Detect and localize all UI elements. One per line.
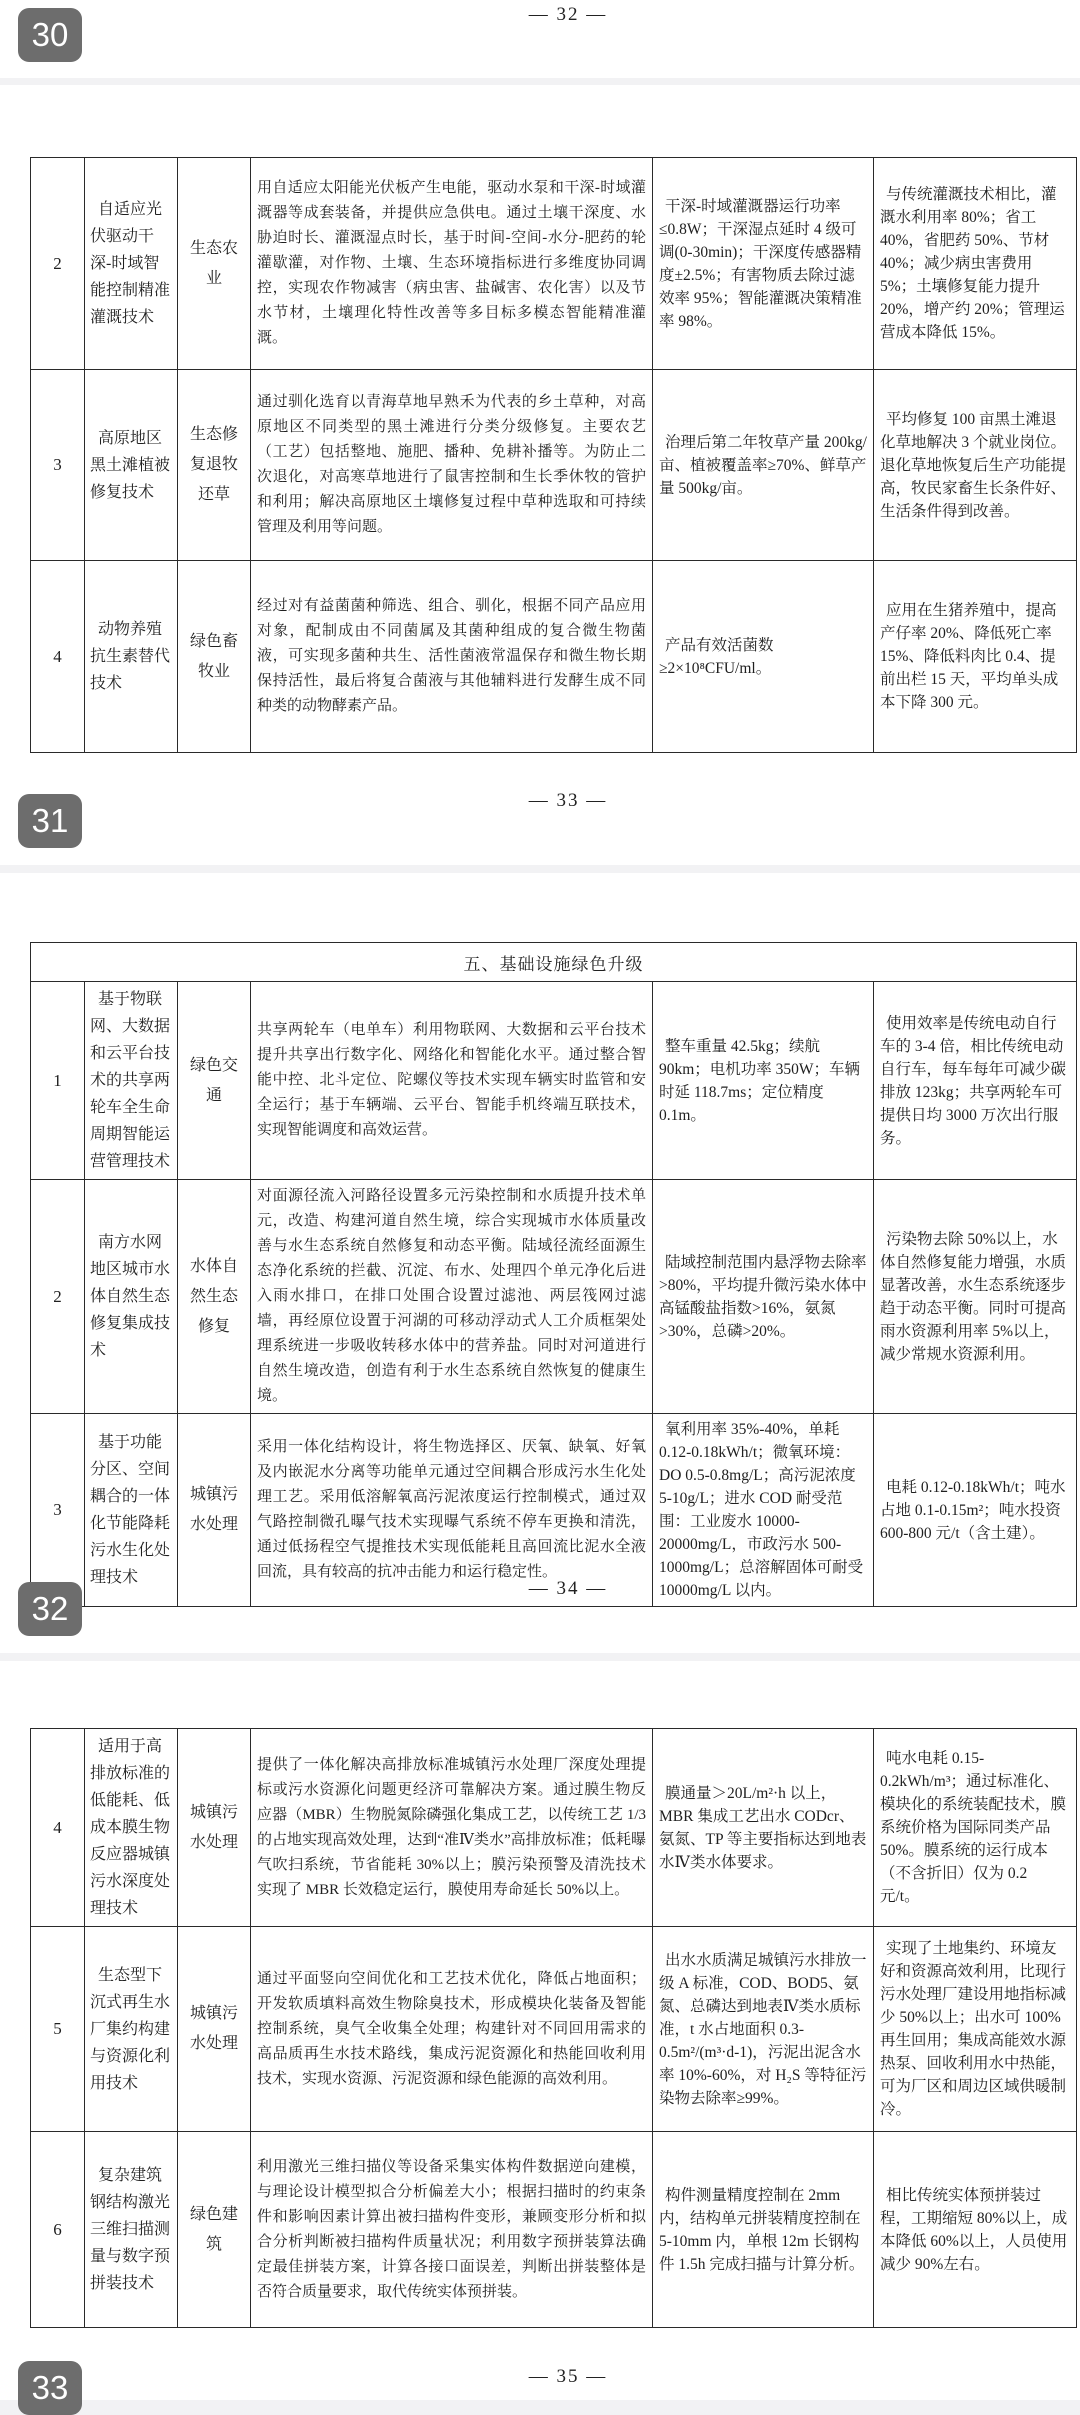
page-badge: 31 [18,794,82,848]
category-cell: 生态修复退牧还草 [178,370,251,561]
benefits-cell: 应用在生猪养殖中，提高产仔率 20%、降低死亡率 15%、降低料肉比 0.4、提前出栏 15 天，平均单头成本下降 300 元。 [874,561,1077,753]
indicators-cell: 整车重量 42.5kg；续航 90km；电机功率 350W；车辆时延 118.7ms；定位精度 0.1m。 [653,982,874,1180]
page-number-footer: — 32 — [528,4,608,25]
description-cell: 对面源径流入河路径设置多元污染控制和水质提升技术单元，改造、构建河道自然生境，综合实现城市水体质量改善与水生态系统自然修复和动态平衡。陆域径流经面源生态净化系统的拦截、沉淀、布水、处理四个单元净化后进入雨水排口，在排口处围合设置过滤池、两层筏网过滤墙，再经原位设置于河湖的可移动浮动式人工介质框架处理系统进一步吸收转移水体中的营养盐。同时对河道进行自然生境改造，创造有利于水生态系统自然恢复的健康生境。 [251,1180,653,1414]
row-number-cell: 4 [31,561,85,753]
row-number-cell: 4 [31,1729,85,1927]
benefits-cell: 实现了土地集约、环境友好和资源高效利用，比现行污水处理厂建设用地指标减少 50%以上；出水可 100%再生回用；集成高能效水源热泵、回收利用水中热能，可为厂区和周边区域供暖制冷。 [874,1927,1077,2132]
pdf-page-31 [0,85,1080,865]
tech-name-cell: 适用于高排放标准的低能耗、低成本膜生物反应器城镇污水深度处理技术 [85,1729,178,1927]
category-cell: 绿色畜牧业 [178,561,251,753]
description-cell: 共享两轮车（电单车）利用物联网、大数据和云平台技术提升共享出行数字化、网络化和智能化水平。通过整合智能中控、北斗定位、陀螺仪等技术实现车辆实时监管和安全运行；基于车辆端、云平台、智能手机终端互联技术，实现智能调度和高效运营。 [251,982,653,1180]
tech-name-cell: 生态型下沉式再生水厂集约构建与资源化利用技术 [85,1927,178,2132]
tech-name-cell: 基于功能分区、空间耦合的一体化节能降耗污水生化处理技术 [85,1414,178,1607]
description-cell: 利用激光三维扫描仪等设备采集实体构件数据逆向建模，与理论设计模型拟合分析偏差大小；根据扫描时的约束条件和影响因素计算出被扫描构件变形，兼顾变形分析和拟合分析判断被扫描构件质量状况；利用数字预拼装算法确定最佳拼装方案，计算各接口面误差，判断出拼装整体是否符合质量要求，取代传统实体预拼装。 [251,2132,653,2328]
row-number-cell: 5 [31,1927,85,2132]
description-cell: 用自适应太阳能光伏板产生电能，驱动水泵和干深-时域灌溉器等成套装备，并提供应急供电。通过土壤干深度、水胁迫时长、灌溉湿点时长，基于时间-空间-水分-肥药的轮灌歇灌，对作物、土壤、生态环境指标进行多维度协同调控，实现农作物减害（病虫害、盐碱害、农化害）以及节水节材，土壤理化特性改善等多目标多模态智能精准灌溉。 [251,158,653,370]
page-number-footer: — 35 — [528,2366,608,2387]
description-cell: 采用一体化结构设计，将生物选择区、厌氧、缺氧、好氧及内嵌泥水分离等功能单元通过空间耦合形成污水生化处理工艺。采用低溶解氧高污泥浓度运行控制模式，通过双气路控制微孔曝气技术实现曝气系统不停车更换和清洗，通过低扬程空气提推技术实现低能耗且高回流比泥水全液回流，具有较高的抗冲击能力和运行稳定性。 [251,1414,653,1607]
table-row [31,1729,1077,1927]
pdf-page-33 [0,1661,1080,2406]
page-badge: 30 [18,8,82,62]
section-title: 五、基础设施绿色升级 [31,943,1077,982]
category-cell: 绿色建筑 [178,2132,251,2328]
benefits-cell: 吨水电耗 0.15-0.2kWh/m³；通过标准化、模块化的系统装配技术，膜系统价格为国际同类产品 50%。膜系统的运行成本（不含折旧）仅为 0.2 元/t。 [874,1729,1077,1927]
category-cell: 水体自然生态修复 [178,1180,251,1414]
benefits-cell: 相比传统实体预拼装过程，工期缩短 80%以上，成本降低 60%以上，人员使用减少 90%左右。 [874,2132,1077,2328]
description-cell: 通过平面竖向空间优化和工艺技术优化，降低占地面积；开发软质填料高效生物除臭技术，形成模块化装备及智能控制系统，臭气全收集全处理；构建针对不同回用需求的高品质再生水技术路线，集成污泥资源化和热能回收利用技术，实现水资源、污泥资源和绿色能源的高效利用。 [251,1927,653,2132]
description-cell: 经过对有益菌菌种筛选、组合、驯化，根据不同产品应用对象，配制成由不同菌属及其菌种组成的复合微生物菌液，可实现多菌种共生、活性菌液常温保存和微生物长期保持活性，最后将复合菌液与其他辅料进行发酵生成不同种类的动物酵素产品。 [251,561,653,753]
category-cell: 城镇污水处理 [178,1927,251,2132]
tech-name-cell: 复杂建筑钢结构激光三维扫描测量与数字预拼装技术 [85,2132,178,2328]
table-row [31,561,1077,753]
category-cell: 城镇污水处理 [178,1729,251,1927]
indicators-cell: 出水水质满足城镇污水排放一级 A 标准，COD、BOD5、氨氮、总磷达到地表Ⅳ类水质标准，t 水占地面积 0.3-0.5m²/(m³·d-1)，污泥出泥含水率 10%-60%，对 H₂S 等特征污染物去除率≥99%。 [653,1927,874,2132]
table-row [31,2132,1077,2328]
section-title-row [31,943,1077,982]
description-cell: 提供了一体化解决高排放标准城镇污水处理厂深度处理提标或污水资源化问题更经济可靠解决方案。通过膜生物反应器（MBR）生物脱氮除磷强化集成工艺，以传统工艺 1/3 的占地实现高效处理，达到“准Ⅳ类水”高排放标准；低耗曝气吹扫系统，节省能耗 30%以上；膜污染预警及清洗技术实现了 MBR 长效稳定运行，膜使用寿命延长 50%以上。 [251,1729,653,1927]
page-badge: 33 [18,2361,82,2415]
table-row [31,158,1077,370]
category-cell: 城镇污水处理 [178,1414,251,1607]
description-cell: 通过驯化选育以青海草地早熟禾为代表的乡土草种，对高原地区不同类型的黑土滩进行分类分级修复。主要农艺（工艺）包括整地、施肥、播种、免耕补播等。为防止二次退化，对高寒草地进行了鼠害控制和生长季休牧的管护和利用；解决高原地区土壤修复过程中草种选取和可持续管理及利用等问题。 [251,370,653,561]
table-row [31,1927,1077,2132]
pdf-page-30 [0,0,1080,78]
pdf-page-32 [0,873,1080,1653]
indicators-cell: 构件测量精度控制在 2mm 内，结构单元拼装精度控制在 5-10mm 内，单根 12m 长钢构件 1.5h 完成扫描与计算分析。 [653,2132,874,2328]
indicators-cell: 陆域控制范围内悬浮物去除率>80%，平均提升微污染水体中高锰酸盐指数>16%，氨氮>30%，总磷>20%。 [653,1180,874,1414]
tech-name-cell: 南方水网地区城市水体自然生态修复集成技术 [85,1180,178,1414]
row-number-cell: 2 [31,1180,85,1414]
benefits-cell: 平均修复 100 亩黑土滩退化草地解决 3 个就业岗位。退化草地恢复后生产功能提高，牧民家畜生长条件好、生活条件得到改善。 [874,370,1077,561]
indicators-cell: 膜通量＞20L/m²·h 以上，MBR 集成工艺出水 CODcr、氨氮、TP 等主要指标达到地表水Ⅳ类水体要求。 [653,1729,874,1927]
indicators-cell: 产品有效活菌数≥2×10⁸CFU/ml。 [653,561,874,753]
page-number-footer: — 33 — [528,790,608,811]
row-number-cell: 2 [31,158,85,370]
row-number-cell: 1 [31,982,85,1180]
page-number-footer: — 34 — [528,1578,608,1599]
indicators-cell: 治理后第二年牧草产量 200kg/亩、植被覆盖率≥70%、鲜草产量 500kg/亩。 [653,370,874,561]
tech-table-continued-2 [30,1728,1077,2328]
table-row [31,982,1077,1180]
tech-name-cell: 动物养殖抗生素替代技术 [85,561,178,753]
table-row [31,1180,1077,1414]
tech-name-cell: 基于物联网、大数据和云平台技术的共享两轮车全生命周期智能运营管理技术 [85,982,178,1180]
tech-table-continued [30,157,1077,753]
table-row [31,370,1077,561]
row-number-cell: 6 [31,2132,85,2328]
category-cell: 绿色交通 [178,982,251,1180]
indicators-cell: 氧利用率 35%-40%，单耗 0.12-0.18kWh/t；微氧环境：DO 0.5-0.8mg/L；高污泥浓度 5-10g/L；进水 COD 耐受范围：工业废水 10000-20000mg/L，市政污水 500-1000mg/L；总溶解固体可耐受 10000mg/L 以内。 [653,1414,874,1607]
tech-name-cell: 自适应光伏驱动干深-时域智能控制精准灌溉技术 [85,158,178,370]
tech-name-cell: 高原地区黑土滩植被修复技术 [85,370,178,561]
benefits-cell: 与传统灌溉技术相比，灌溉水利用率 80%；省工 40%，省肥药 50%、节材 40%；减少病虫害费用 5%；土壤修复能力提升 20%，增产约 20%；管理运营成本降低 15%。 [874,158,1077,370]
page-badge: 32 [18,1582,82,1636]
category-cell: 生态农业 [178,158,251,370]
tech-table-section-5 [30,942,1077,1607]
benefits-cell: 使用效率是传统电动自行车的 3-4 倍，相比传统电动自行车，每车每年可减少碳排放 123kg；共享两轮车可提供日均 3000 万次出行服务。 [874,982,1077,1180]
indicators-cell: 干深-时域灌溉器运行功率≤0.8W；干深湿点延时 4 级可调(0-30min)；干深度传感器精度±2.5%；有害物质去除过滤效率 95%；智能灌溉决策精准率 98%。 [653,158,874,370]
row-number-cell: 3 [31,370,85,561]
benefits-cell: 电耗 0.12-0.18kWh/t；吨水占地 0.1-0.15m²；吨水投资 600-800 元/t（含土建）。 [874,1414,1077,1607]
row-number-cell: 3 [31,1414,85,1607]
benefits-cell: 污染物去除 50%以上，水体自然修复能力增强，水质显著改善，水生态系统逐步趋于动态平衡。同时可提高雨水资源利用率 5%以上，减少常规水资源利用。 [874,1180,1077,1414]
